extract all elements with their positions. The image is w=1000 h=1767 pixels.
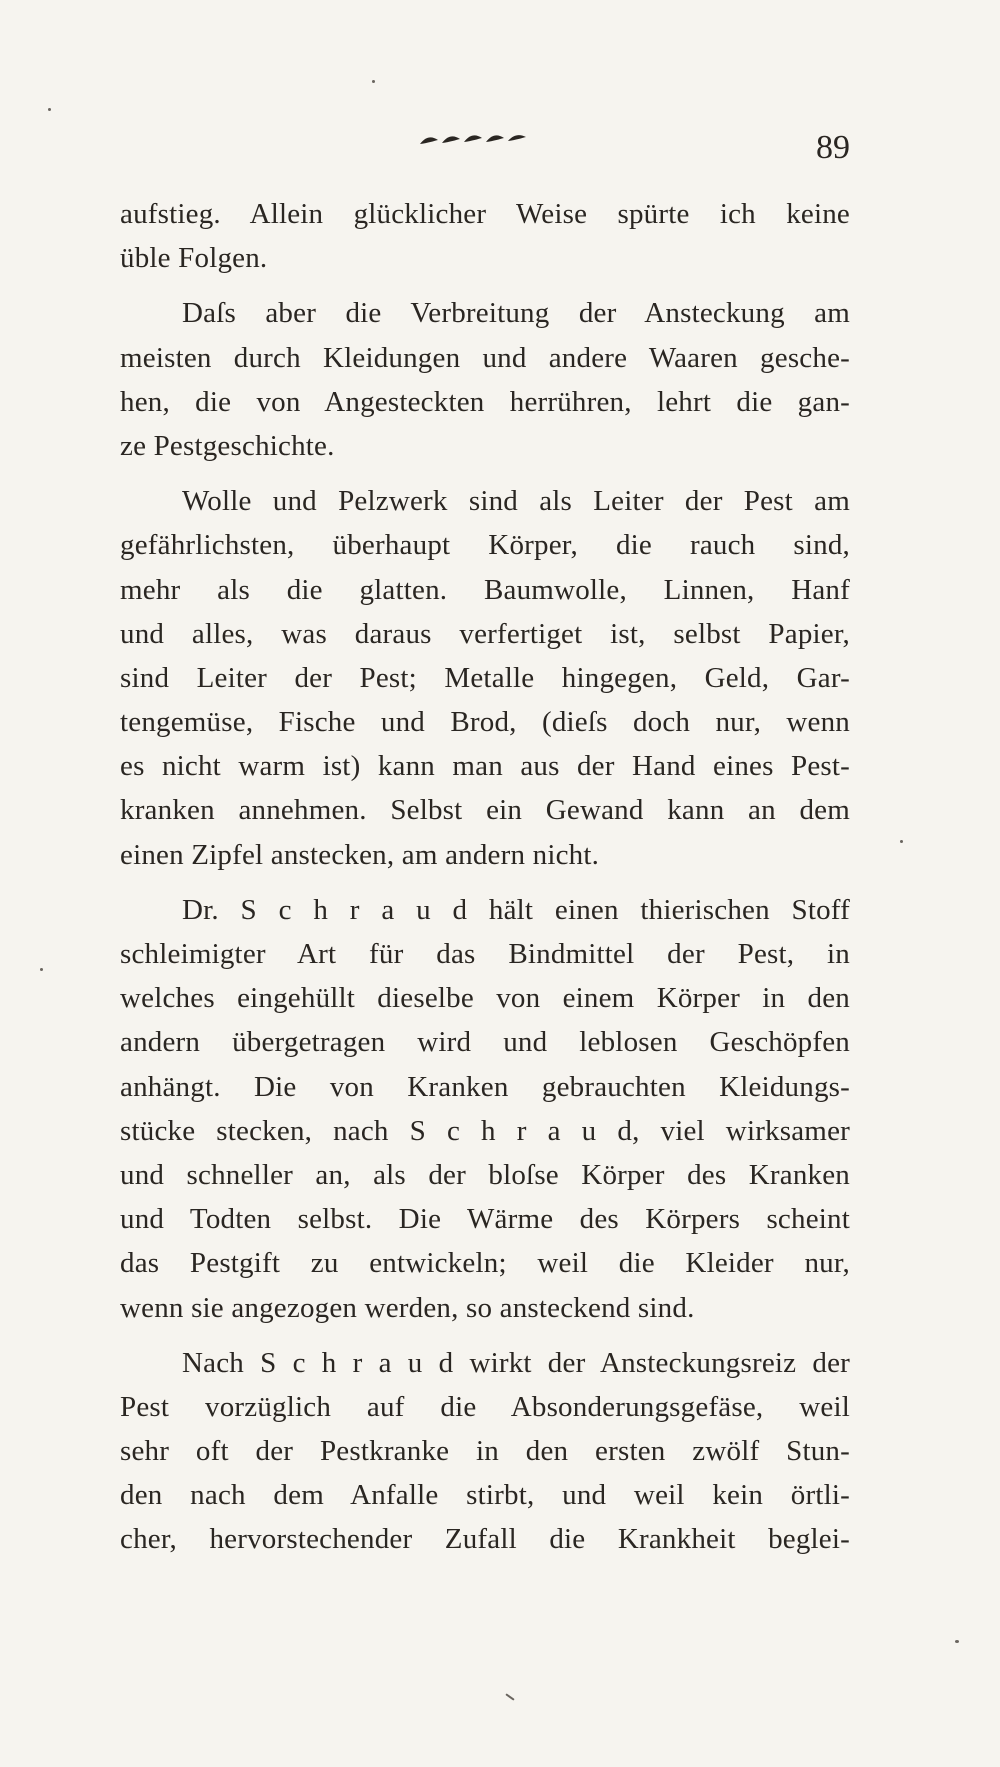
text-line: Dr. S c h r a u d hält einen thierischen Stoff: [182, 893, 850, 926]
paper-speck: [505, 1693, 514, 1700]
text-line: hen, die von Angesteckten herrühren, lehrt die gan-: [120, 385, 850, 418]
text-line: kranken annehmen. Selbst ein Gewand kann an dem: [120, 794, 850, 827]
text-line: andern übergetragen wird und leblosen Geschöpfen: [120, 1026, 850, 1059]
paper-speck: [900, 840, 903, 843]
paragraph: [120, 291, 850, 468]
paper-speck: [48, 108, 51, 111]
text-line: es nicht warm ist) kann man aus der Hand eines Pest-: [120, 750, 850, 783]
text-line: anhängt. Die von Kranken gebrauchten Kleidungs-: [120, 1070, 850, 1103]
text-line: mehr als die glatten. Baumwolle, Linnen, Hanf: [120, 573, 850, 606]
paper-speck: [372, 80, 375, 83]
text-line: üble Folgen.: [120, 242, 268, 275]
text-line: aufstieg. Allein glücklicher Weise spürte ich keine: [120, 198, 850, 230]
text-line: und schneller an, als der bloſse Körper des Kranken: [120, 1158, 850, 1191]
text-line: meisten durch Kleidungen und andere Waaren gesche-: [120, 341, 850, 374]
body-text: [120, 192, 850, 1562]
text-line: wenn sie angezogen werden, so ansteckend sind.: [120, 1291, 695, 1324]
text-line: einen Zipfel anstecken, am andern nicht.: [120, 838, 600, 871]
paragraph: [120, 192, 850, 280]
text-line: und Todten selbst. Die Wärme des Körpers scheint: [120, 1203, 850, 1236]
text-line: Nach S c h r a u d wirkt der Ansteckungsreiz der: [182, 1346, 850, 1379]
text-line: tengemüse, Fische und Brod, (dieſs doch nur, wenn: [120, 706, 850, 739]
paragraph: [120, 888, 850, 1330]
text-line: welches eingehüllt dieselbe von einem Körper in den: [120, 982, 850, 1015]
text-line: stücke stecken, nach S c h r a u d, viel wirksamer: [120, 1114, 850, 1147]
text-line: gefährlichsten, überhaupt Körper, die rauch sind,: [120, 529, 850, 562]
paper-speck: [955, 1640, 959, 1643]
text-line: den nach dem Anfalle stirbt, und weil kein örtli-: [120, 1479, 850, 1512]
paragraph: [120, 1341, 850, 1562]
text-line: sehr oft der Pestkranke in den ersten zwölf Stun-: [120, 1435, 850, 1468]
text-line: das Pestgift zu entwickeln; weil die Kleider nur,: [120, 1247, 850, 1280]
text-line: schleimigter Art für das Bindmittel der Pest, in: [120, 938, 850, 970]
text-line: ze Pestgeschichte.: [120, 429, 335, 462]
paper-speck: [40, 968, 43, 971]
header-ornament: [418, 128, 528, 152]
text-line: sind Leiter der Pest; Metalle hingegen, Geld, Gar-: [120, 661, 850, 694]
text-line: und alles, was daraus verfertiget ist, selbst Papier,: [120, 617, 850, 650]
page-number: 89: [816, 129, 850, 166]
text-line: cher, hervorstechender Zufall die Krankheit beglei-: [120, 1523, 850, 1556]
text-line: Wolle und Pelzwerk sind als Leiter der Pest am: [182, 485, 850, 518]
text-line: Daſs aber die Verbreitung der Ansteckung am: [182, 297, 850, 330]
text-line: Pest vorzüglich auf die Absonderungsgefäse, weil: [120, 1390, 850, 1423]
paragraph: [120, 479, 850, 877]
